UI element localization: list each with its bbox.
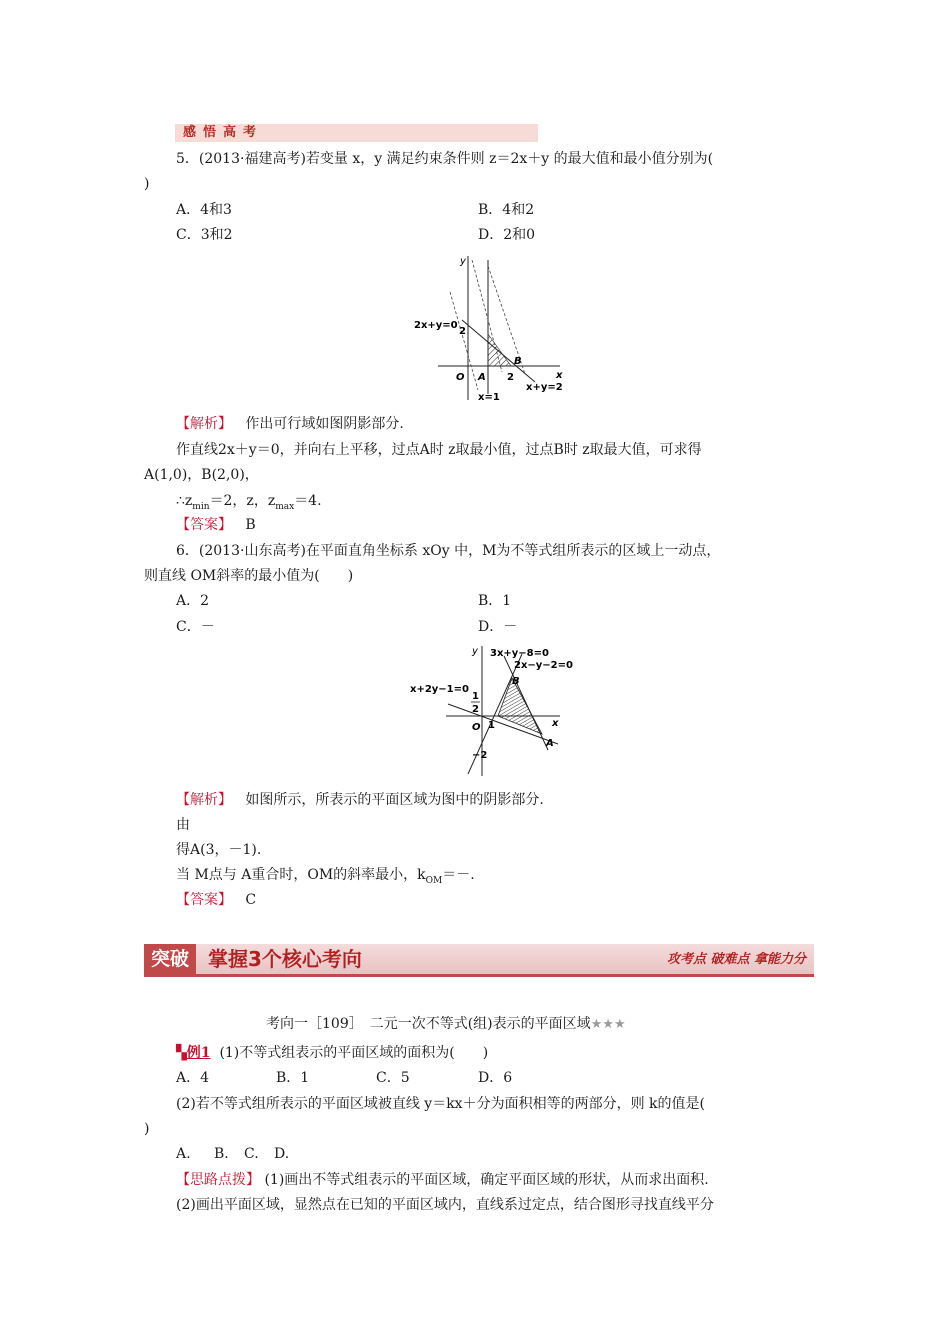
q5-analysis-label: 【解析】 (176, 416, 232, 432)
example1-label: 例1 (186, 1045, 211, 1061)
q5-label-xy2: x+y=2 (526, 382, 563, 393)
q6-answer-label: 【答案】 (176, 892, 232, 908)
example1-q1-row (176, 1044, 488, 1062)
q5-stem-line2: ) (144, 176, 150, 192)
q6-kom-value: ＝－. (442, 867, 475, 883)
q6-kom-text: 当 M点与 A重合时，OM的斜率最小，k (176, 867, 426, 883)
q6-label-1: 1 (488, 720, 495, 731)
q6-analysis-3: 得A(3，－1). (176, 842, 262, 858)
difficulty-stars: ★★★ (590, 1017, 626, 1032)
example1-q1-option-c: C．5 (376, 1070, 410, 1086)
example1-hint-row (176, 1171, 709, 1189)
q6-label-y: y (472, 646, 478, 657)
q5-label-y: y (460, 256, 466, 267)
q6-option-b: B．1 (478, 593, 512, 609)
q6-option-a: A．2 (176, 593, 210, 609)
example1-q1-option-a: A．4 (176, 1070, 210, 1086)
q5-analysis-row (176, 415, 404, 433)
section-banner (144, 944, 814, 978)
q5-label-2: 2 (459, 326, 466, 337)
example1-q2-line1: (2)若不等式组所表示的平面区域被直线 y＝kx＋分为面积相等的两部分，则 k的值是( (176, 1096, 705, 1112)
q6-stem-line2: 则直线 OM斜率的最小值为( ) (144, 568, 354, 584)
q6-option-d: D．－ (478, 619, 518, 635)
q5-label-b: B (514, 356, 522, 367)
q5-zmax-value: ＝4. (294, 493, 322, 509)
q5-feasible-region (488, 334, 511, 366)
q6-option-c: C．－ (176, 619, 215, 635)
q5-label-2x: 2 (507, 372, 514, 383)
direction-title: 考向一［109］ 二元一次不等式(组)表示的平面区域 (266, 1016, 591, 1032)
q6-region (498, 678, 542, 734)
banner-tag: 突破 (144, 944, 196, 974)
q6-label-neg2: −2 (472, 750, 488, 761)
q5-label-x: x (556, 370, 563, 381)
banner-right-text: 攻考点 破难点 拿能力分 (666, 952, 806, 967)
q5-zmin-text: ∴z (176, 493, 193, 509)
q6-analysis-4 (176, 866, 475, 890)
q5-answer-row (176, 516, 256, 534)
q5-answer: B (245, 517, 256, 533)
example1-q2-option-b: B. (214, 1146, 229, 1162)
q6-label-o: O (472, 722, 481, 733)
example1-q1: (1)不等式组表示的平面区域的面积为( ) (219, 1045, 489, 1061)
q5-zmin-value: ＝2，z (209, 493, 254, 509)
q5-line-xy2 (462, 320, 535, 382)
q5-label-a: A (478, 372, 486, 383)
q6-label-3xy8: 3x+y−8=0 (490, 648, 549, 659)
q5-stem-line1: 5．(2013·福建高考)若变量 x，y 满足约束条件则 z＝2x＋y 的最大值和最小值分别为( (176, 151, 714, 167)
q6-analysis-row (176, 791, 544, 809)
q5-analysis-3: A(1,0)，B(2,0)， (144, 467, 259, 483)
example1-q1-option-b: B．1 (276, 1070, 310, 1086)
q6-analysis-label: 【解析】 (176, 792, 232, 808)
q6-analysis-1: 如图所示，所表示的平面区域为图中的阴影部分. (245, 792, 544, 808)
q5-option-a: A．4和3 (176, 202, 232, 218)
q6-answer: C (245, 892, 257, 908)
q5-option-d: D．2和0 (478, 227, 536, 243)
example1-q1-option-d: D．6 (478, 1070, 513, 1086)
q6-answer-row (176, 891, 256, 909)
q5-label-x1: x=1 (478, 392, 500, 402)
q6-analysis-2: 由 (176, 817, 190, 833)
banner-title: 掌握3个核心考向 (208, 947, 362, 971)
q6-label-half-den: 2 (472, 704, 479, 715)
q6-label-a: A (546, 738, 554, 749)
hint-2: (2)画出平面区域，显然点在已知的平面区域内，直线系过定点，结合图形寻找直线平分 (176, 1197, 714, 1213)
q5-answer-label: 【答案】 (176, 517, 232, 533)
hint-label: 【思路点拨】 (176, 1172, 260, 1188)
example1-q2-option-c: C. (244, 1146, 259, 1162)
q5-zmin-sub: min (192, 501, 210, 512)
q6-label-2xy2: 2x−y−2=0 (514, 660, 573, 671)
q5-option-c: C．3和2 (176, 227, 233, 243)
q6-label-b: B (512, 676, 520, 687)
example1-q2-option-a: A. (176, 1146, 191, 1162)
q6-stem-line1: 6．(2013·山东高考)在平面直角坐标系 xOy 中，M为不等式组所表示的区域上一动点， (176, 543, 721, 559)
example1-q2-line2: ) (144, 1121, 150, 1137)
example-icon: ▚ (176, 1045, 187, 1061)
example1-q2-option-d: D. (274, 1146, 290, 1162)
direction-title-row (266, 1015, 626, 1034)
q6-kom-sub: OM (425, 875, 443, 886)
q6-label-half-num: 1 (472, 691, 479, 702)
q6-label-x: x (552, 718, 559, 729)
q6-label-x2y1: x+2y−1=0 (410, 684, 469, 695)
q5-label-o: O (456, 372, 465, 383)
q5-analysis-4: $\therefore z_{min}=2$，z，$z_{max}=4$. (176, 493, 322, 512)
q6-figure (410, 642, 590, 778)
q5-option-b: B．4和2 (478, 202, 535, 218)
q5-figure (410, 252, 570, 402)
section-header: 感悟高考 (175, 124, 538, 142)
q5-analysis-2: 作直线2x＋y＝0，并向右上平移，过点A时 z取最小值，过点B时 z取最大值，可求得 (176, 442, 702, 458)
hint-1: (1)画出不等式组表示的平面区域，确定平面区域的形状，从而求出面积. (264, 1172, 709, 1188)
q5-analysis-1: 作出可行域如图阴影部分. (245, 416, 404, 432)
q5-label-2xy0: 2x+y=0 (414, 320, 458, 331)
